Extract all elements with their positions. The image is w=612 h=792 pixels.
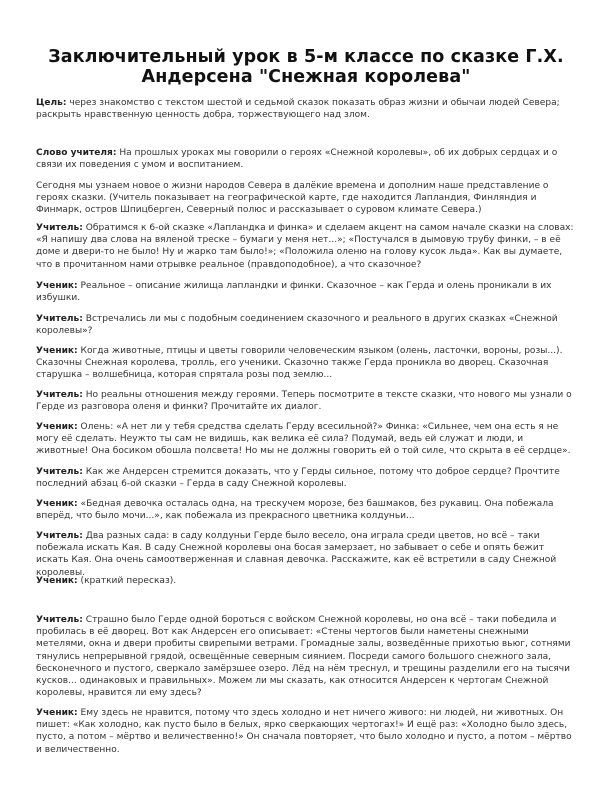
paragraph-label: Учитель: xyxy=(36,531,83,541)
paragraph-label: Учитель: xyxy=(36,615,83,625)
paragraph-student xyxy=(36,280,578,304)
paragraph-text: Обратимся к 6-ой сказке «Лапландка и финка» и сделаем акцент на самом начале сказки на словах: «Я напишу два слова на вяленой треске – бумаги у меня нет...»; «Постучался в дымовую трубу финки, – в её доме и двери-то не было! Ну и жарко там было!»; «Положила оленю на голову кусок льда». Как вы думаете, что в прочитанном нами отрывке реальное (правдоподобное), а что сказочное? xyxy=(36,223,574,270)
document-title: Заключительный урок в 5-м классе по сказке Г.Х. Андерсена "Снежная королева" xyxy=(48,47,564,87)
paragraph-student xyxy=(36,421,578,458)
paragraph-text: Когда животные, птицы и цветы говорили человеческим языком (олень, ласточки, вороны, розы...). Сказочны Снежная королева, тролль, его ученики. Сказочно также Герда проникла во дворец. Сказочная старушка – волшебница, которая спрятала розы под землю... xyxy=(36,346,563,381)
paragraph-label: Учитель: xyxy=(36,223,83,233)
paragraph-label: Цель: xyxy=(36,98,67,108)
paragraph-text: Встречались ли мы с подобным соединением сказочного и реального в других сказках «Снежной королевы»? xyxy=(36,314,558,337)
paragraph-label: Ученик: xyxy=(36,576,78,586)
paragraph-student xyxy=(36,345,578,382)
paragraph-text: (краткий пересказ). xyxy=(77,576,177,586)
paragraph-teacher xyxy=(36,530,578,579)
paragraph-student xyxy=(36,707,578,756)
paragraph-label: Ученик: xyxy=(36,281,78,291)
paragraph-goal xyxy=(36,97,578,121)
paragraph-student xyxy=(36,575,578,587)
paragraph-text: «Бедная девочка осталась одна, на трескучем морозе, без башмаков, без рукавиц. Она побежала вперёд, что было мочи...», как побежала из прекрасного цветника колдуньи... xyxy=(36,499,554,522)
paragraph-label: Слово учителя: xyxy=(36,148,117,158)
paragraph-text: Олень: «А нет ли у тебя средства сделать Герду всесильной?» Финка: «Сильнее, чем она есть я не могу её сделать. Неужто ты сам не видишь, как велика её сила? Подумай, ведь ей служат и люди, и животные! Она босиком обошла полсвета! Но мы не должны говорить ей о той силе, что скрыта в её сердце». xyxy=(36,422,571,457)
paragraph-text: Ему здесь не нравится, потому что здесь холодно и нет ничего живого: ни людей, ни животных. Он пишет: «Как холодно, как пусто было в белых, ярко сверкающих чертогах!» И ещё раз: «Холодно было здесь, пусто, а потом – мёртво и величественно!» Он сначала повторяет, что было холодно и пусто, а потом – мёртво и величественно. xyxy=(36,708,572,755)
paragraph-text: Сегодня мы узнаем новое о жизни народов Севера в далёкие времена и дополним наше представление о героях сказки. (Учитель показывает на географической карте, где находится Лапландия, Финляндия и Финмарк, остров Шпицберген, Северный полюс и рассказывает о суровом климате Севера.) xyxy=(36,181,549,216)
paragraph-text: Страшно было Герде одной бороться с войском Снежной королевы, но она всё – таки победила и пробилась в её дворец. Вот как Андерсен его описывает: «Стены чертогов были наметены снежными метелями, окна и двери пробиты свирепыми ветрами. Громадные залы, возведённые прихотью вьюг, сотнями тянулись непрерывной грядой, освещённые северным сиянием. Посреди самого большого снежного зала, бесконечного и пустого, сверкало замёрзшее озеро. Лёд на нём треснул, и трещины разделили его на тысячи кусков... одинаковых и правильных». Можем ли мы сказать, как относится Андерсен к чертогам Снежной королевы, нравится ли ему здесь? xyxy=(36,615,571,699)
paragraph-text: Как же Андерсен стремится доказать, что у Герды сильное, потому что доброе сердце? Прочтите последний абзац 6-ой сказки – Герда в саду Снежной королевы. xyxy=(36,467,560,490)
paragraph-label: Учитель: xyxy=(36,467,83,477)
paragraph-intro xyxy=(36,180,578,217)
paragraph-teacher xyxy=(36,389,578,413)
paragraph-label: Учитель: xyxy=(36,390,83,400)
paragraph-teacher xyxy=(36,614,578,699)
paragraph-label: Ученик: xyxy=(36,422,78,432)
paragraph-text: Но реальны отношения между героями. Теперь посмотрите в тексте сказки, что нового мы узнали о Герде из разговора оленя и финки? Прочитайте их диалог. xyxy=(36,390,572,413)
paragraph-student xyxy=(36,498,578,522)
paragraph-teacher-word xyxy=(36,147,578,171)
paragraph-teacher xyxy=(36,222,578,271)
paragraph-teacher xyxy=(36,313,578,337)
paragraph-label: Ученик: xyxy=(36,346,78,356)
paragraph-text: Реальное – описание жилища лапландки и финки. Сказочное – как Герда и олень проникали в их избушки. xyxy=(36,281,552,304)
paragraph-label: Ученик: xyxy=(36,499,78,509)
paragraph-label: Учитель: xyxy=(36,314,83,324)
paragraph-teacher xyxy=(36,466,578,490)
paragraph-text: через знакомство с текстом шестой и седьмой сказок показать образ жизни и обычаи людей Севера; раскрыть нравственную ценность добра, торжествующего над злом. xyxy=(36,98,560,121)
paragraph-text: На прошлых уроках мы говорили о героях «Снежной королевы», об их добрых сердцах и о связи их поведения с умом и воспитанием. xyxy=(36,148,558,171)
paragraph-text: Два разных сада: в саду колдуньи Герде было весело, она играла среди цветов, но всё – таки побежала искать Кая. В саду Снежной королевы она босая замерзает, но забывает о себе и опять бежит искать Кая. Она очень самоотверженная и славная девочка. Расскажите, как её встретили в саду Снежной королевы. xyxy=(36,531,557,578)
paragraph-label: Ученик: xyxy=(36,708,78,718)
